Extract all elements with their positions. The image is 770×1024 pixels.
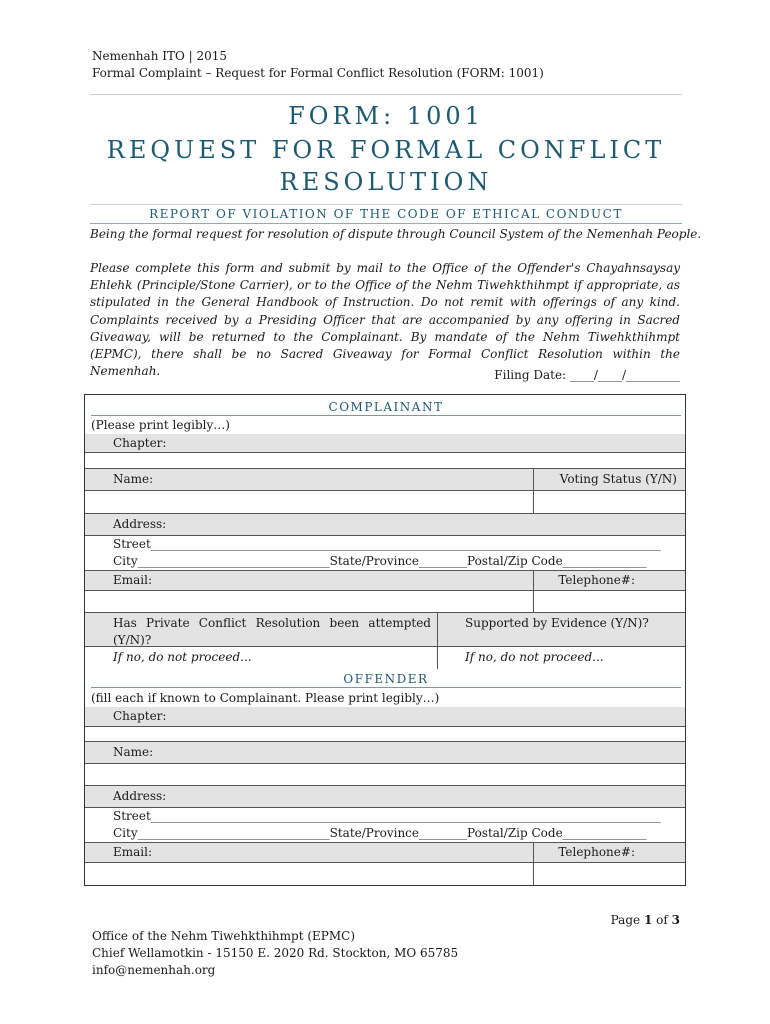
running-header bbox=[92, 48, 544, 82]
complainant-name-label-row bbox=[85, 469, 685, 491]
instructions-paragraph: Please complete this form and submit by mail to the Office of the Offender's Chayahnsaysay Ehlehk (Principle/Stone Carrier), or to the Office of the Nehm Tiwehkthihmpt if appropriate, as stipulated in the General Handbook of Instruction. Do not remit with offerings of any kind. Complaints received by a Presiding Officer that are accompanied by any offering in Sacred Giveaway, will be returned to the Complainant. By mandate of the Nehm Tiwehkthihmpt (EPMC), there shall be no Sacred Giveaway for Formal Conflict Resolution within the Nemenhah. bbox=[90, 261, 680, 379]
complainant-address-input[interactable] bbox=[85, 536, 685, 570]
complainant-chapter-label-row bbox=[85, 434, 685, 453]
resolution-evidence-row bbox=[85, 613, 685, 647]
voting-status-label: Voting Status (Y/N) bbox=[559, 472, 677, 486]
complainant-chapter-input[interactable] bbox=[85, 453, 685, 469]
offender-telephone-label: Telephone#: bbox=[558, 845, 635, 859]
complainant-street-line[interactable]: Street_____________________________________________________________________________________ bbox=[113, 537, 661, 551]
footer-email: info@nemenhah.org bbox=[92, 963, 216, 977]
complainant-name-input[interactable] bbox=[85, 491, 533, 513]
offender-heading: OFFENDER bbox=[91, 671, 681, 688]
offender-name-input[interactable] bbox=[85, 764, 685, 786]
complainant-name-input-row bbox=[85, 491, 685, 514]
cell-divider bbox=[533, 843, 534, 862]
cell-divider bbox=[533, 469, 534, 490]
offender-email-input-row bbox=[85, 863, 685, 885]
evidence-question: Supported by Evidence (Y/N)? bbox=[465, 616, 649, 630]
private-resolution-if-no: If no, do not proceed... bbox=[113, 650, 252, 664]
page-of: of bbox=[656, 913, 668, 927]
offender-note: (fill each if known to Complainant. Please print legibly…) bbox=[91, 691, 440, 705]
footer-postal-address: Chief Wellamotkin - 15150 E. 2020 Rd. Stockton, MO 65785 bbox=[92, 946, 459, 960]
page-total: 3 bbox=[671, 913, 680, 927]
complainant-telephone-input[interactable] bbox=[534, 591, 685, 612]
private-resolution-question: Has Private Conflict Resolution been attempted (Y/N)? bbox=[113, 616, 431, 647]
title-line-3: RESOLUTION bbox=[279, 168, 493, 196]
complainant-address-label: Address: bbox=[113, 517, 167, 531]
offender-address-label: Address: bbox=[113, 789, 167, 803]
offender-chapter-label-row bbox=[85, 707, 685, 727]
offender-city-line[interactable]: City________________________________State/Province________Postal/Zip Code______________ bbox=[113, 826, 647, 840]
cell-divider bbox=[437, 647, 438, 669]
complainant-email-input-row bbox=[85, 591, 685, 613]
complainant-address-label-row bbox=[85, 514, 685, 536]
offender-chapter-input[interactable] bbox=[85, 727, 685, 742]
cell-divider bbox=[533, 571, 534, 590]
lead-text: Being the formal request for resolution of dispute through Council System of the Nemenhah People. bbox=[90, 227, 702, 241]
offender-address-label-row bbox=[85, 786, 685, 808]
evidence-if-no: If no, do not proceed... bbox=[465, 650, 604, 664]
offender-street-line[interactable]: Street_____________________________________________________________________________________ bbox=[113, 809, 661, 823]
page-number bbox=[611, 912, 680, 929]
complainant-city-line[interactable]: City________________________________State/Province________Postal/Zip Code______________ bbox=[113, 554, 647, 568]
offender-email-input[interactable] bbox=[85, 863, 533, 885]
complainant-name-label: Name: bbox=[113, 472, 154, 486]
complainant-email-label: Email: bbox=[113, 573, 153, 587]
complainant-email-label-row bbox=[85, 570, 685, 591]
offender-name-label: Name: bbox=[113, 745, 154, 759]
complainant-note: (Please print legibly…) bbox=[91, 418, 230, 432]
if-no-row bbox=[85, 647, 685, 669]
offender-name-label-row bbox=[85, 742, 685, 764]
subtitle: REPORT OF VIOLATION OF THE CODE OF ETHICAL CONDUCT bbox=[90, 204, 682, 224]
page-prefix: Page bbox=[610, 913, 641, 927]
complainant-email-input[interactable] bbox=[85, 591, 533, 612]
offender-telephone-input[interactable] bbox=[534, 863, 685, 885]
footer-address-block bbox=[92, 928, 458, 979]
complaint-form-table bbox=[84, 394, 686, 886]
page-current: 1 bbox=[643, 913, 653, 927]
complainant-chapter-label: Chapter: bbox=[113, 436, 167, 450]
offender-email-label-row bbox=[85, 842, 685, 863]
header-divider bbox=[90, 94, 682, 95]
cell-divider bbox=[437, 613, 438, 646]
complainant-heading: COMPLAINANT bbox=[91, 399, 681, 416]
voting-status-input[interactable] bbox=[534, 491, 685, 513]
offender-chapter-label: Chapter: bbox=[113, 709, 167, 723]
header-form-title: Formal Complaint – Request for Formal Conflict Resolution (FORM: 1001) bbox=[92, 66, 544, 80]
title-line-2: REQUEST FOR FORMAL CONFLICT bbox=[106, 136, 666, 164]
title-form-number: FORM: 1001 bbox=[288, 102, 484, 130]
filing-date-field[interactable]: Filing Date: ____/____/_________ bbox=[494, 368, 680, 382]
offender-address-input[interactable] bbox=[85, 808, 685, 842]
header-org-year: Nemenhah ITO | 2015 bbox=[92, 49, 228, 63]
offender-email-label: Email: bbox=[113, 845, 153, 859]
footer-office: Office of the Nehm Tiwehkthihmpt (EPMC) bbox=[92, 929, 356, 943]
complainant-telephone-label: Telephone#: bbox=[558, 573, 635, 587]
